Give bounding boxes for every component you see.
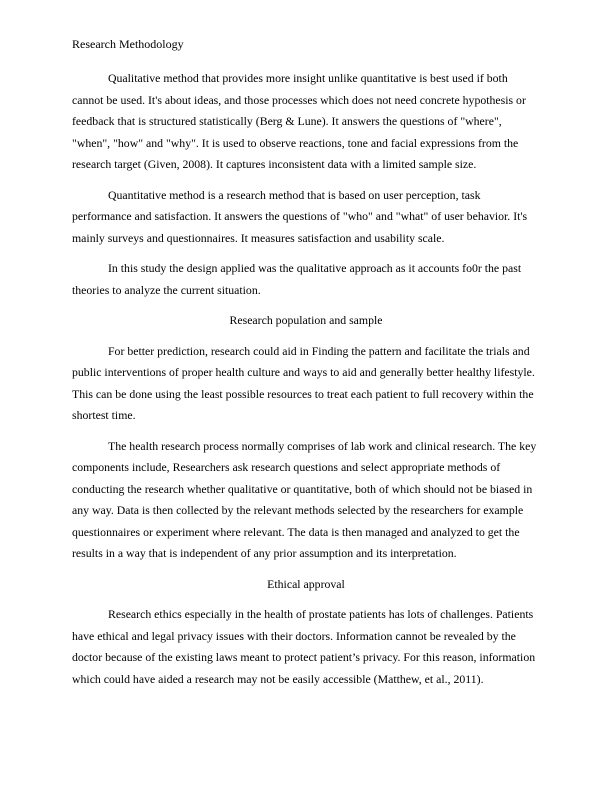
document-body bbox=[72, 68, 540, 699]
heading-research-population: Research population and sample bbox=[229, 313, 383, 327]
running-head: Research Methodology bbox=[72, 37, 184, 51]
paragraph-research-ethics: Research ethics especially in the health of prostate patients has lots of challenges. Patients have ethical and legal privacy issues with their doctors. Information cannot be revealed by the doctor because of the existing laws meant to protect patient’s privacy. For this reason, information which could have aided a research may not be easily accessible (Matthew, et al., 2011). bbox=[72, 607, 536, 686]
paragraph-research-process: The health research process normally comprises of lab work and clinical research. The key components include, Researchers ask research questions and select appropriate methods of conducting the research whether qualitative or quantitative, both of which should not be biased in any way. Data is then collected by the relevant methods selected by the researchers for example questionnaires or experiment where relevant. The data is then managed and analyzed to get the results in a way that is independent of any prior assumption and its interpretation. bbox=[72, 438, 537, 560]
paragraph-better-prediction: For better prediction, research could aid in Finding the pattern and facilitate the trials and public interventions of proper health culture and ways to aid and generally better healthy lifestyle. This can be done using the least possible resources to treat each patient to full recovery within the shortest time. bbox=[72, 343, 535, 422]
paragraph-quantitative-method: Quantitative method is a research method that is based on user perception, task performance and satisfaction. It answers the questions of "who" and "what" of user behavior. It's mainly surveys and questionnaires. It measures satisfaction and usability scale. bbox=[72, 187, 528, 245]
paragraph-qualitative-method: Qualitative method that provides more insight unlike quantitative is best used if both cannot be used. It's about ideas, and those processes which does not need concrete hypothesis or feedback that is structured statistically (Berg & Lune). It answers the questions of "where", "when", "how" and "why". It is used to observe reactions, tone and facial expressions from the research target (Given, 2008). It captures inconsistent data with a limited sample size. bbox=[72, 71, 526, 171]
paragraph-study-design: In this study the design applied was the qualitative approach as it accounts fo0r the past theories to analyze the current situation. bbox=[72, 261, 522, 297]
heading-ethical-approval: Ethical approval bbox=[267, 576, 345, 591]
